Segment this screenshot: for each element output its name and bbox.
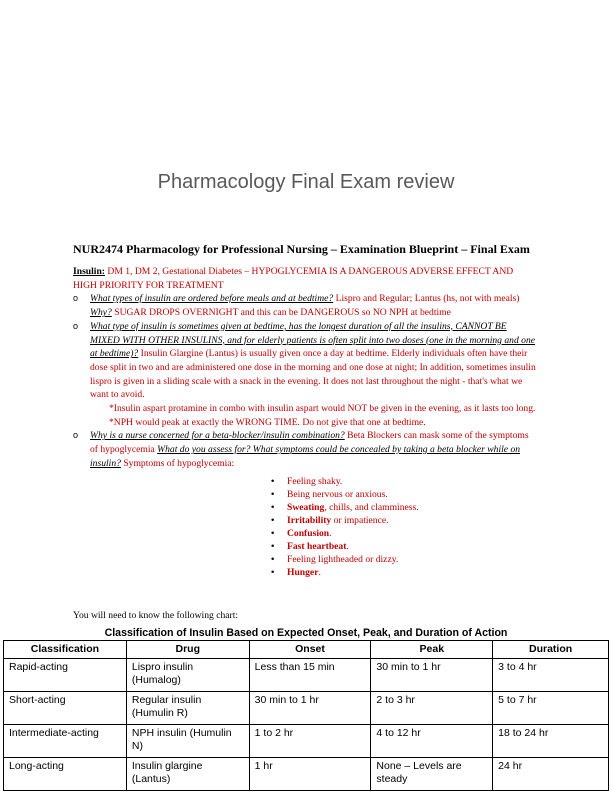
answer: Insulin Glargine (Lantus) is usually given once a day at bedtime. Elderly individuals often have their dose split in two and are administered one dose in the morning and one dose at night; In addition, sometimes insulin lispro is given in a sliding scale with a snack in the evening. It does not last throughout the night - that's what we want to avoid.	[90, 348, 536, 401]
question: Why is a nurse concerned for a beta-blocker/insulin combination?	[90, 430, 345, 442]
question: Why?	[90, 307, 112, 319]
table-cell: 24 hr	[493, 758, 609, 791]
bullet-dot: •	[271, 501, 275, 513]
bullet-marker: o	[73, 293, 79, 304]
page-title: Pharmacology Final Exam review	[157, 171, 455, 193]
symptom-item: • Sweating, chills, and clamminess.	[271, 501, 419, 513]
symptom-item: • Feeling shaky.	[271, 475, 343, 487]
answer: Lispro and Regular; Lantus (hs, not with meals)	[333, 293, 520, 305]
bullet-dot: •	[271, 488, 275, 500]
list-item	[73, 320, 538, 402]
table-cell: None – Levels are steady	[371, 758, 493, 791]
insulin-table	[3, 640, 609, 791]
table-cell: Insulin glargine (Lantus)	[126, 758, 249, 791]
table-cell: Short-acting	[4, 692, 127, 725]
symptom-item: • Fast heartbeat.	[271, 540, 349, 552]
bullet-dot: •	[271, 475, 275, 487]
symptom-item: • Feeling lightheaded or dizzy.	[271, 553, 399, 565]
exam-blueprint-heading: NUR2474 Pharmacology for Professional Nursing – Examination Blueprint – Final Exam	[73, 242, 530, 256]
table-cell: 1 hr	[249, 758, 371, 791]
table-cell: 30 min to 1 hr	[371, 659, 493, 692]
table-header-row	[4, 641, 609, 659]
table-cell: Lispro insulin (Humalog)	[126, 659, 249, 692]
question: What do you assess for? What symptoms could be concealed by taking a beta blocker while on insulin?	[90, 444, 521, 469]
table-row	[4, 725, 609, 758]
column-header: Onset	[249, 641, 371, 659]
table-cell: 5 to 7 hr	[493, 692, 609, 725]
column-header: Duration	[493, 641, 609, 659]
symptom-list	[73, 475, 538, 579]
bullet-dot: •	[271, 553, 275, 565]
note-aspart: *Insulin aspart protamine in combo with insulin aspart would NOT be given in the evening, as it lasts too long.	[109, 403, 536, 415]
table-row	[4, 692, 609, 725]
table-cell: Regular insulin (Humulin R)	[126, 692, 249, 725]
table-cell: 30 min to 1 hr	[249, 692, 371, 725]
symptom-item: • Being nervous or anxious.	[271, 488, 388, 500]
table-cell: 18 to 24 hr	[493, 725, 609, 758]
note-nph: *NPH would peak at exactly the WRONG TIME. Do not give that one at bedtime.	[109, 416, 426, 428]
bullet-marker: o	[73, 320, 79, 331]
list-item	[73, 429, 538, 470]
question: What types of insulin are ordered before meals and at bedtime?	[90, 293, 334, 305]
answer: SUGAR DROPS OVERNIGHT and this can be DANGEROUS so NO NPH at bedtime	[111, 307, 451, 319]
table-cell: 1 to 2 hr	[249, 725, 371, 758]
bullet-dot: •	[271, 514, 275, 526]
list-item	[73, 292, 538, 319]
table-cell: Long-acting	[4, 758, 127, 791]
chart-instruction: You will need to know the following chart:	[73, 610, 239, 621]
insulin-label: Insulin:	[73, 266, 105, 277]
table-cell: 2 to 3 hr	[371, 692, 493, 725]
symptom-item: • Confusion.	[271, 527, 332, 539]
column-header: Drug	[126, 641, 249, 659]
bullet-marker: o	[73, 430, 79, 441]
symptom-item: • Hunger.	[271, 566, 321, 578]
table-row	[4, 758, 609, 791]
table-cell: Intermediate-acting	[4, 725, 127, 758]
insulin-intro-text: DM 1, DM 2, Gestational Diabetes – HYPOGLYCEMIA IS A DANGEROUS ADVERSE EFFECT AND HIGH PRIORITY FOR TREATMENT	[73, 266, 514, 291]
column-header: Peak	[371, 641, 493, 659]
bullet-dot: •	[271, 566, 275, 578]
table-cell: Less than 15 min	[249, 659, 371, 692]
bullet-dot: •	[271, 540, 275, 552]
table-row	[4, 659, 609, 692]
table-cell: 3 to 4 hr	[493, 659, 609, 692]
table-cell: Rapid-acting	[4, 659, 127, 692]
question: What type of insulin is sometimes given at bedtime, has the longest duration of all the insulins, CANNOT BE MIXED WITH OTHER INSULINS, and for elderly patients is often split into two doses (one in the morning and one at bedtime)?	[90, 320, 536, 360]
insulin-chart-title: Classification of Insulin Based on Expected Onset, Peak, and Duration of Action	[104, 627, 508, 639]
bullet-dot: •	[271, 527, 275, 539]
column-header: Classification	[4, 641, 127, 659]
document-body	[73, 265, 538, 579]
answer: Beta Blockers can mask some of the symptoms of hypoglycemia	[90, 430, 529, 456]
table-cell: NPH insulin (Humulin N)	[126, 725, 249, 758]
insulin-intro	[73, 265, 538, 292]
symptom-item: • Irritability or impatience.	[271, 514, 389, 526]
table-cell: 4 to 12 hr	[371, 725, 493, 758]
answer: Symptoms of hypoglycemia:	[120, 457, 235, 469]
